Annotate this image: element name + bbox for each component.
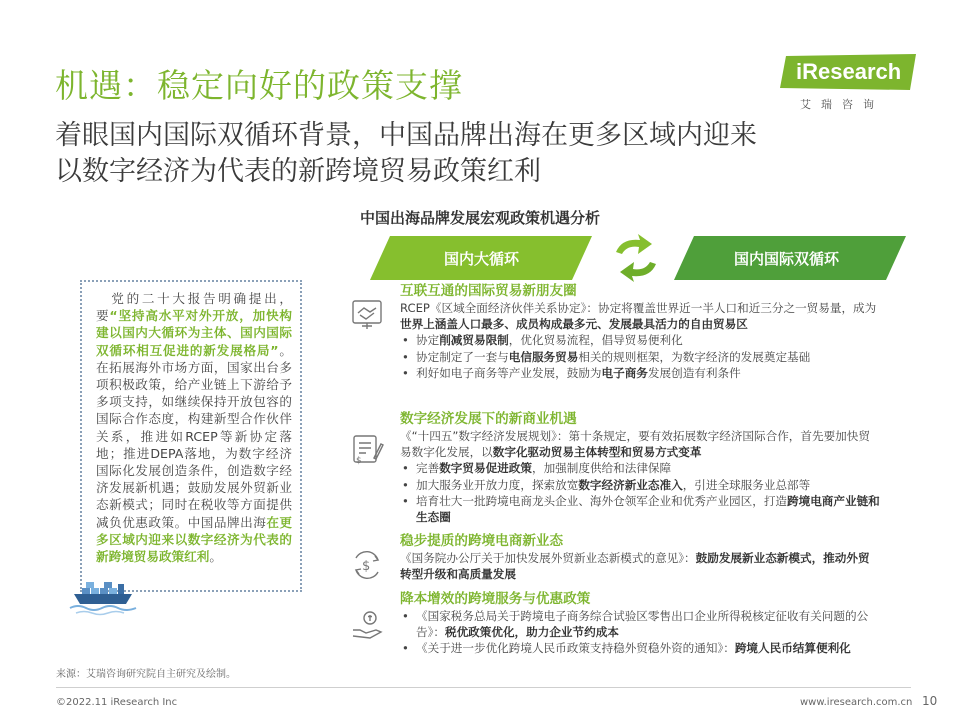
coin-hand-icon bbox=[350, 608, 384, 642]
section-cross-border-ecommerce bbox=[400, 532, 880, 582]
section-services-policy bbox=[400, 590, 880, 657]
list-item: • 协定制定了一套与电信服务贸易相关的规则框架，为数字经济的发展奠定基础 bbox=[400, 349, 880, 365]
list-item: • 《关于进一步优化跨境人民币政策支持稳外贸稳外资的通知》：跨境人民币结算便利化 bbox=[400, 640, 880, 656]
logo-subtitle: 艾瑞咨询 bbox=[800, 98, 884, 111]
arrow-dual-cycle bbox=[674, 236, 906, 280]
summary-text: 党的二十大报告明确提出，要“坚持高水平对外开放，加快构建以国内大循环为主体、国内国际双循环相互促进的新发展格局”。在拓展海外市场方面，国家出台多项积极政策，给产业链上下游给予多项支持，如继续保持开放包容的国际合作态度，构建新型合作伙伴关系，推进如RCEP等新协定落地；推进DEPA落地，为数字经济国际化发展创造条件，创造数字经济发展新机遇；鼓励发展外贸新业态新模式；同时在税收等方面提供减负优惠政策。中国品牌出海在更多区域内迎来以数字经济为代表的新跨境贸易政策红利。 bbox=[96, 291, 293, 565]
section-heading: 降本增效的跨境服务与优惠政策 bbox=[400, 591, 591, 607]
page-number: 10 bbox=[922, 694, 938, 708]
arrow-label-domestic: 国内大循环 bbox=[444, 250, 520, 268]
iresearch-logo bbox=[780, 52, 920, 114]
list-item: • 培育壮大一批跨境电商龙头企业、海外仓领军企业和优秀产业园区，打造跨境电商产业链和生态圈 bbox=[400, 493, 880, 525]
arrow-label-dual: 国内国际双循环 bbox=[734, 250, 840, 268]
section-heading: 互联互通的国际贸易新朋友圈 bbox=[400, 283, 577, 299]
handshake-icon bbox=[350, 298, 384, 332]
section-trade-circle bbox=[400, 282, 880, 381]
section-digital-economy bbox=[400, 410, 880, 525]
page-subtitle bbox=[55, 118, 915, 190]
arrow-domestic-cycle bbox=[370, 236, 592, 280]
subtitle-line-1: 着眼国内国际双循环背景，中国品牌出海在更多区域内迎来 bbox=[55, 120, 757, 151]
list-item: • 利好如电子商务等产业发展，鼓励为电子商务发展创造有利条件 bbox=[400, 365, 880, 381]
section-intro: 《国务院办公厅关于加快发展外贸新业态新模式的意见》：鼓励发展新业态新模式，推动外贸转型升级和高质量发展 bbox=[400, 551, 870, 582]
section-intro: 《“十四五”数字经济发展规划》：第十条规定，要有效拓展数字经济国际合作，首先要加快贸易数字化发展，以数字化驱动贸易主体转型和贸易方式变革 bbox=[400, 429, 870, 460]
section-heading: 数字经济发展下的新商业机遇 bbox=[400, 411, 577, 427]
source-note: 来源：艾瑞咨询研究院自主研究及绘制。 bbox=[56, 669, 236, 680]
svg-text:$: $ bbox=[356, 456, 362, 466]
money-cycle-icon bbox=[350, 548, 384, 582]
cycle-arrows-icon bbox=[608, 232, 664, 284]
footer-divider bbox=[56, 687, 911, 688]
subtitle-line-2: 以数字经济为代表的新跨境贸易政策红利 bbox=[55, 156, 541, 187]
chart-title: 中国出海品牌发展宏观政策机遇分析 bbox=[359, 209, 600, 227]
section-intro: RCEP《区域全面经济伙伴关系协定》：协定将覆盖世界近一半人口和近三分之一贸易量，成为世界上涵盖人口最多、成员构成最多元、发展最具活力的自由贸易区 bbox=[400, 301, 877, 332]
list-item: • 协定削减贸易限制，优化贸易流程，倡导贸易便利化 bbox=[400, 332, 880, 348]
list-item: • 完善数字贸易促进政策，加强制度供给和法律保障 bbox=[400, 460, 880, 476]
contract-icon bbox=[350, 432, 384, 466]
svg-text:$: $ bbox=[362, 559, 371, 574]
copyright: ©2022.11 iResearch Inc bbox=[56, 697, 178, 708]
summary-box bbox=[80, 280, 302, 592]
list-item: • 《国家税务总局关于跨境电子商务综合试验区零售出口企业所得税核定征收有关问题的公告》：税优政策优化，助力企业节约成本 bbox=[400, 608, 880, 640]
page-title: 机遇：稳定向好的政策支撑 bbox=[55, 66, 463, 105]
logo-text: iResearch bbox=[796, 59, 902, 84]
cargo-ship-icon bbox=[68, 582, 138, 616]
website-url: www.iresearch.com.cn bbox=[800, 697, 913, 708]
list-item: • 加大服务业开放力度，探索放宽数字经济新业态准入，引进全球服务业总部等 bbox=[400, 477, 880, 493]
section-heading: 稳步提质的跨境电商新业态 bbox=[400, 533, 564, 549]
